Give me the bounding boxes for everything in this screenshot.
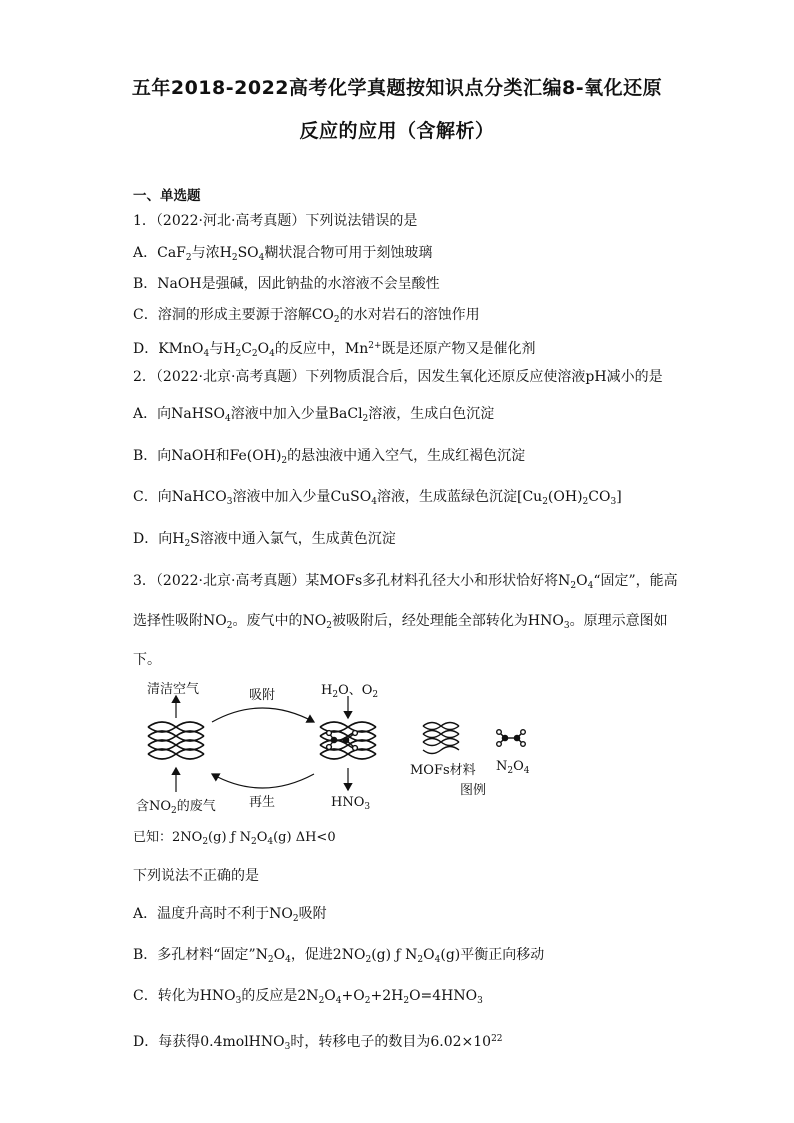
label-regenerate: 再生 [249,795,276,810]
doc-title-line2: 反应的应用（含解析） [299,120,495,142]
q3-option-a: A．温度升高时不利于$NO_2$吸附 [133,906,327,924]
q2-option-a: A．向NaHSO$_4$溶液中加入少量BaCl$_2$溶液，生成白色沉淀 [133,406,495,424]
q2-option-d: D．向$H_2S$溶液中通入氯气，生成黄色沉淀 [133,531,396,549]
q2-option-b: B．向NaOH和$Fe(OH)_2$的悬浊液中通入空气，生成红褐色沉淀 [133,448,526,466]
q3-known: 已知：$2NO_2(g)$ ƒ $N_2O_4(g)$ ΔH<0 [133,830,336,847]
label-waste-gas: 含$NO_2$的废气 [136,799,216,816]
mofs-lattice-left [148,722,204,759]
label-h2o-o2: $H_2O$、$O_2$ [321,683,379,700]
q3-option-c: C．转化为$HNO_3$的反应是$2N_2O_4+O_2+2H_2O=4HNO_3$ [133,988,483,1006]
q1-option-b: B．NaOH是强碱，因此钠盐的水溶液不会呈酸性 [133,276,440,292]
q2-stem: 2．（2022·北京·高考真题）下列物质混合后，因发生氧化还原反应使溶液pH减小的是 [133,369,663,385]
label-clean-air: 清洁空气 [147,682,200,697]
section-heading: 一、单选题 [133,188,201,204]
q3-stem-line2: 选择性吸附$NO_2$。废气中的$NO_2$被吸附后，经处理能全部转化为$HNO_3$。原理示意图如 [133,613,668,631]
q2-option-c: C．向NaHCO$_3$溶液中加入少量CuSO$_4$溶液，生成蓝绿色沉淀$[Cu_2(OH)_2CO_3]$ [133,489,622,507]
q3-option-b: B．多孔材料“固定$”N_2O_4$，促进$2NO_2(g)$ ƒ $N_2O_4(g)$平衡正向移动 [133,947,545,965]
label-adsorb: 吸附 [249,688,276,703]
q3-option-d: D．每获得0.4molHNO$_3$时，转移电子的数目为$6.02\times 10^{22}$ [133,1034,503,1052]
q1-option-d: D．KMnO$_4$与$H_2C_2O_4$的反应中，$Mn^{2+}$既是还原产物又是催化剂 [133,341,536,359]
q3-stem-line3: 下。 [133,652,161,668]
q1-option-c: C．溶洞的形成主要源于溶解$CO_2$的水对岩石的溶蚀作用 [133,307,480,325]
q1-stem: 1．（2022·河北·高考真题）下列说法错误的是 [133,213,418,229]
legend-mofs-icon [423,723,459,754]
q3-prompt: 下列说法不正确的是 [133,868,259,884]
label-hno3: $HNO_3$ [331,795,371,812]
doc-title-line1: 五年2018-2022高考化学真题按知识点分类汇编8-氧化还原 [131,77,663,99]
n2o4-molecules-adsorbed [327,731,358,751]
legend-title: 图例 [460,783,487,798]
mofs-diagram [120,678,560,818]
legend-n2o4-label: $N_2O_4$ [496,759,530,776]
q3-stem-line1: 3．（2022·北京·高考真题）某MOFs多孔材料孔径大小和形状恰好将$N_2O_4“$固定”，能高 [133,573,678,591]
q1-option-a: A．CaF$_2$与浓$H_2SO_4$糊状混合物可用于刻蚀玻璃 [133,245,433,263]
legend-n2o4-icon [497,730,526,747]
legend-mofs-label: MOFs材料 [410,763,476,778]
